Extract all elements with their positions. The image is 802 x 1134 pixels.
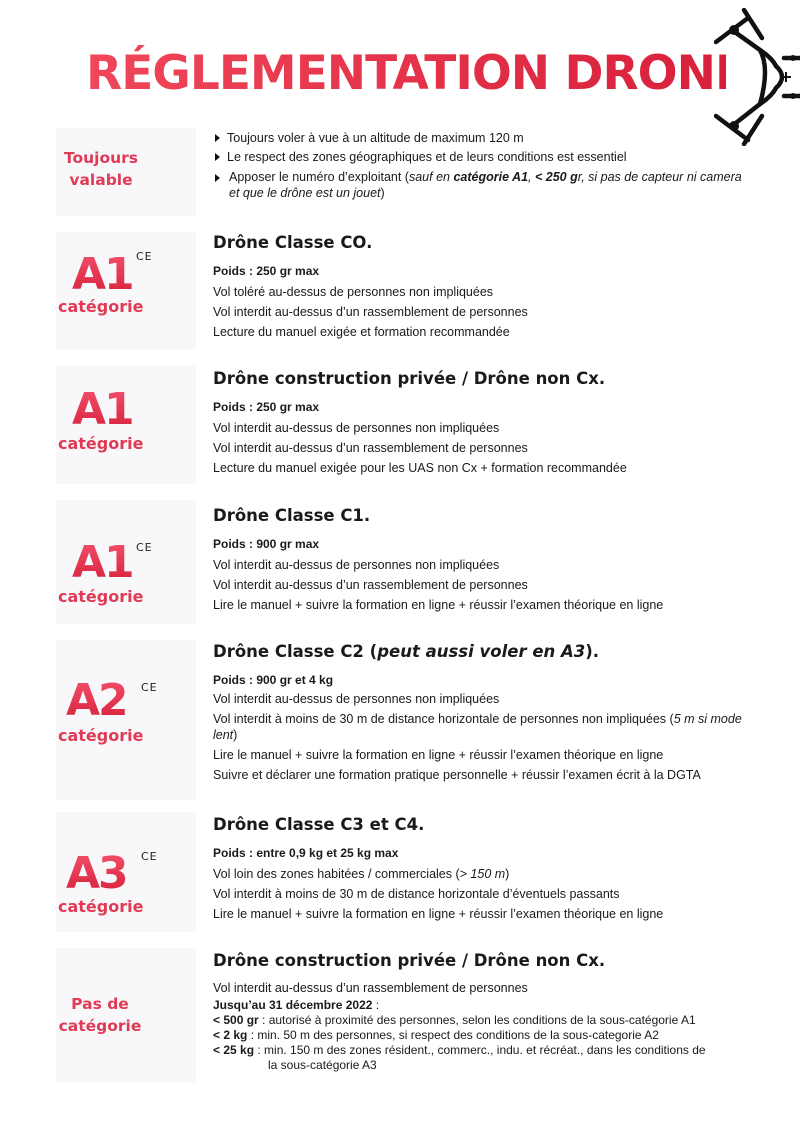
section-title: Drône construction privée / Drône non Cx.: [213, 951, 606, 970]
no-category-label: Pas de catégorie: [58, 995, 142, 1035]
category-label: A3: [66, 848, 127, 899]
section-classe-c0: [213, 232, 758, 342]
section-title: Drône Classe CO.: [213, 233, 373, 252]
category-label: A1: [72, 249, 133, 300]
section-title: Drône Classe C3 et C4.: [213, 815, 425, 834]
ce-mark: CE: [136, 541, 153, 554]
category-label: A2: [66, 675, 127, 726]
ce-mark: CE: [136, 250, 153, 263]
category-sublabel: catégorie: [58, 726, 144, 745]
rule-line: Vol interdit au-dessus de personnes non impliquées: [213, 421, 500, 435]
weight-rule: < 500 gr : autorisé à proximité des personnes, selon les conditions de la sous-catégorie A1: [213, 1013, 696, 1027]
category-sublabel: catégorie: [58, 587, 144, 606]
rule-line: Lire le manuel + suivre la formation en ligne + réussir l’examen théorique en ligne: [213, 907, 664, 921]
section-classe-c1: [213, 505, 758, 615]
section-weight: Poids : entre 0,9 kg et 25 kg max: [213, 846, 399, 860]
rule-line: Vol interdit au-dessus de personnes non impliquées: [213, 558, 500, 572]
drone-icon: [714, 8, 800, 146]
rule-line: Vol interdit au-dessus d’un rassemblement de personnes: [213, 981, 528, 995]
bullet-arrow-icon: [215, 174, 220, 182]
rule-line: Vol interdit au-dessus d’un rassemblement de personnes: [213, 441, 528, 455]
section-weight: Poids : 250 gr max: [213, 264, 320, 278]
bullet-item: Apposer le numéro d’exploitant (sauf en catégorie A1, < 250 gr, si pas de capteur ni camera et que le drône est un jouet): [213, 169, 753, 201]
bullet-arrow-icon: [215, 134, 220, 142]
section-title: Drône Classe C1.: [213, 506, 371, 525]
category-sublabel: catégorie: [58, 434, 144, 453]
rule-line: Suivre et déclarer une formation pratique personnelle + réussir l’examen écrit à la DGTA: [213, 768, 701, 782]
rule-line: Vol interdit à moins de 30 m de distance horizontale de personnes non impliquées (5 m si mode lent): [213, 712, 742, 742]
bullet-item: Le respect des zones géographiques et de leurs conditions est essentiel: [213, 148, 753, 167]
section-title: Drône construction privée / Drône non Cx.: [213, 369, 606, 388]
rule-line: Lire le manuel + suivre la formation en ligne + réussir l’examen théorique en ligne: [213, 598, 664, 612]
ce-mark: CE: [141, 850, 158, 863]
rule-line: Vol interdit au-dessus de personnes non impliquées: [213, 692, 500, 706]
category-label: A1: [72, 384, 133, 435]
rule-line: Vol interdit au-dessus d’un rassemblement de personnes: [213, 305, 528, 319]
rule-line: Vol toléré au-dessus de personnes non impliquées: [213, 285, 494, 299]
section-classe-c3-c4: [213, 814, 758, 924]
rule-line: Vol interdit au-dessus d’un rassemblement de personnes: [213, 578, 528, 592]
always-bullets: [213, 129, 753, 201]
bullet-arrow-icon: [215, 153, 220, 161]
section-weight: Poids : 250 gr max: [213, 400, 320, 414]
section-no-category: [213, 950, 758, 1073]
category-sublabel: catégorie: [58, 897, 144, 916]
section-title: Drône Classe C2 (peut aussi voler en A3).: [213, 642, 600, 661]
rule-line: Lecture du manuel exigée pour les UAS non Cx + formation recommandée: [213, 461, 627, 475]
always-label: Toujours valable: [63, 149, 139, 189]
section-weight: Poids : 900 gr max: [213, 537, 320, 551]
page-title: RÉGLEMENTATION DRONES: [86, 44, 726, 104]
section-private-build: [213, 368, 758, 478]
rule-line: Lecture du manuel exigée et formation recommandée: [213, 325, 510, 339]
category-label: A1: [72, 537, 133, 588]
bullet-item: Toujours voler à vue à un altitude de maximum 120 m: [213, 129, 753, 148]
ce-mark: CE: [141, 681, 158, 694]
rule-line: Vol interdit à moins de 30 m de distance horizontale d’éventuels passants: [213, 887, 620, 901]
date-line: Jusqu’au 31 décembre 2022 :: [213, 998, 380, 1012]
section-classe-c2: [213, 641, 758, 785]
rule-line: Vol loin des zones habitées / commerciales (> 150 m): [213, 867, 510, 881]
rule-line: Lire le manuel + suivre la formation en ligne + réussir l’examen théorique en ligne: [213, 748, 664, 762]
weight-rule-continued: la sous-catégorie A3: [268, 1058, 377, 1072]
weight-rule: < 25 kg : min. 150 m des zones résident., commerc., indu. et récréat., dans les conditions de: [213, 1043, 706, 1057]
category-sublabel: catégorie: [58, 297, 144, 316]
section-weight: Poids : 900 gr et 4 kg: [213, 673, 334, 687]
weight-rule: < 2 kg : min. 50 m des personnes, si respect des conditions de la sous-categorie A2: [213, 1028, 659, 1042]
